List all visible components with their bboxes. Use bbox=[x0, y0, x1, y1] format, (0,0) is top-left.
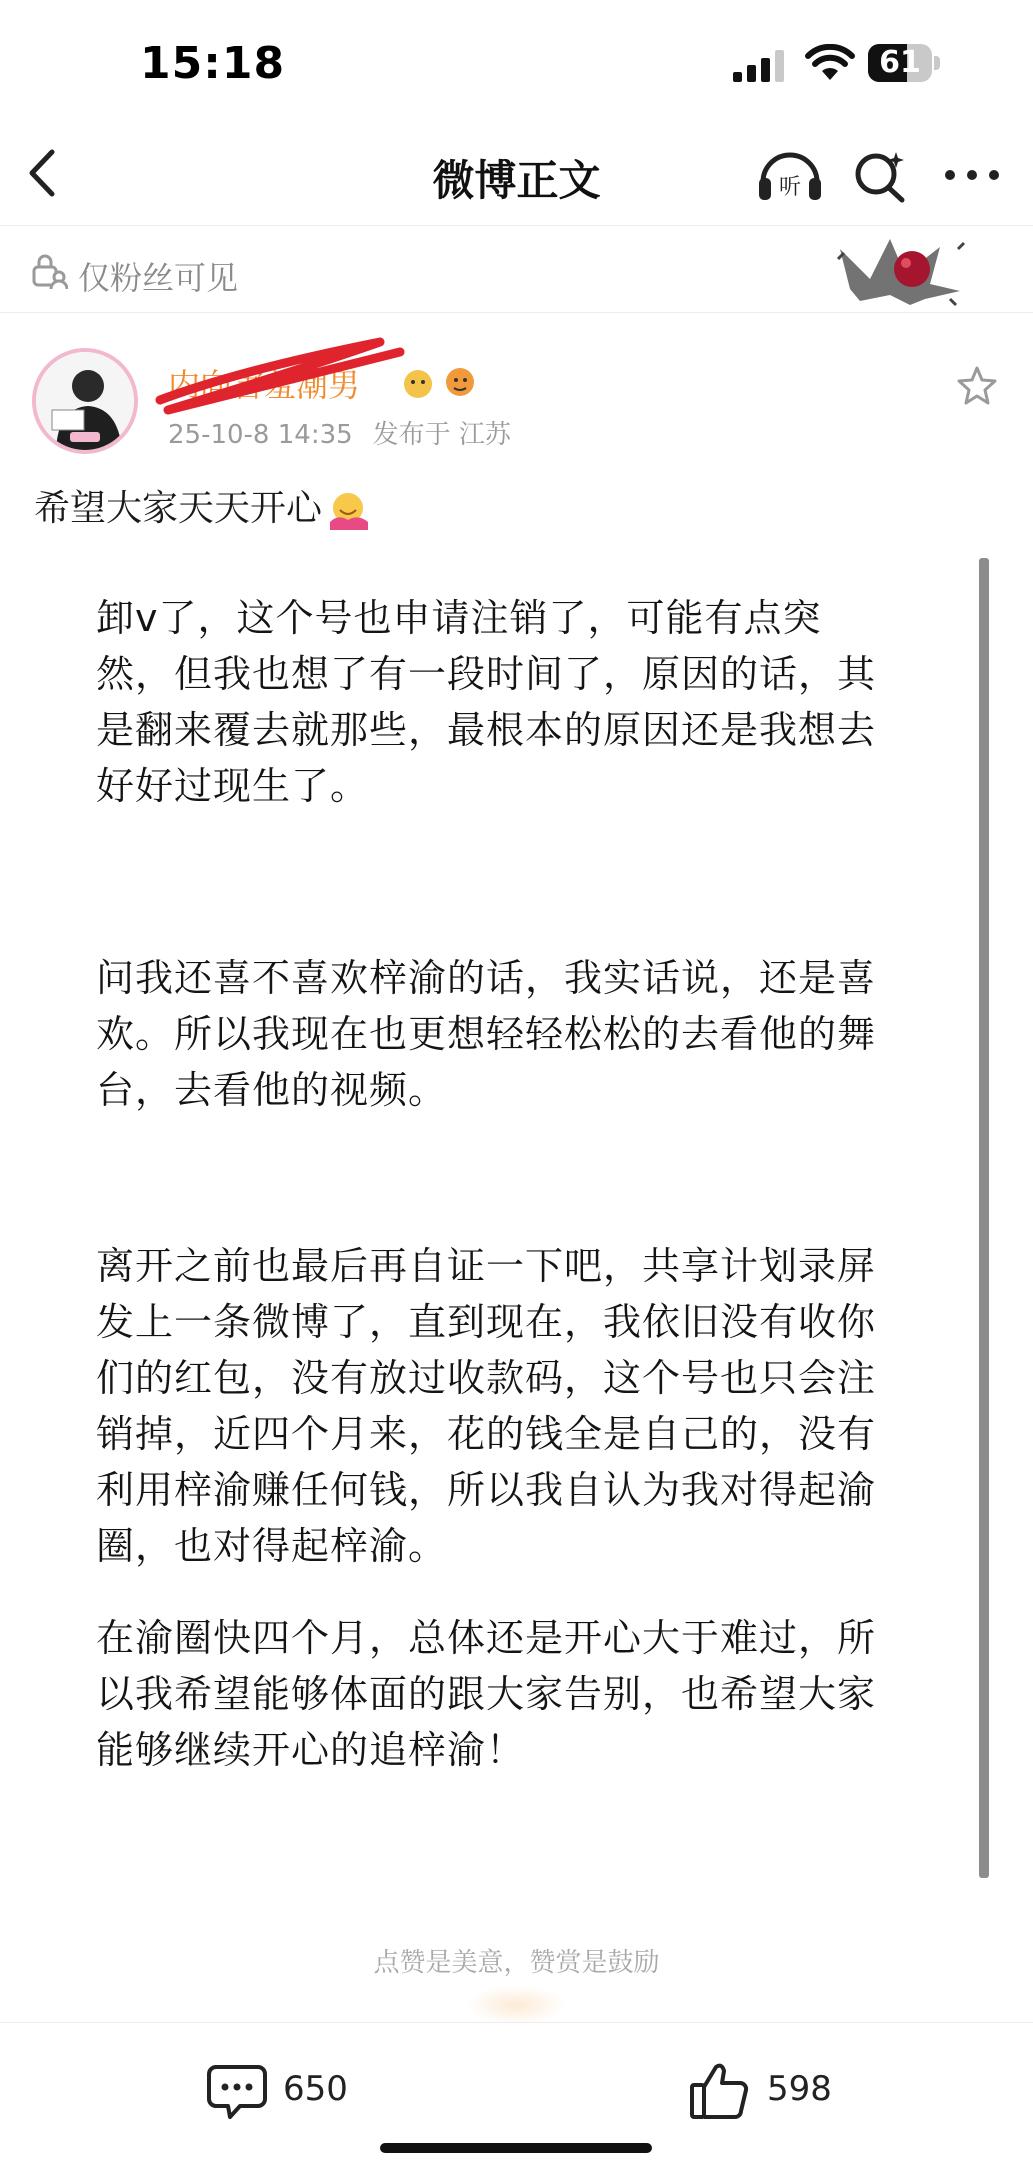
like-count[interactable]: 598 bbox=[767, 2069, 832, 2109]
appreciation-hint: 点赞是美意，赞赏是鼓励 bbox=[373, 1948, 660, 1978]
image-card[interactable] bbox=[0, 550, 1033, 1890]
page-title: 微博正文 bbox=[432, 156, 601, 205]
image-text-line: 离开之前也最后再自证一下吧，共享计划录屏 bbox=[96, 1244, 877, 1288]
post-text bbox=[34, 480, 372, 531]
battery-icon bbox=[868, 44, 940, 82]
listen-icon[interactable] bbox=[755, 148, 825, 204]
author-name[interactable]: 内向害羞潮男 bbox=[168, 366, 361, 404]
image-text-line: 圈，也对得起梓渝。 bbox=[96, 1524, 448, 1568]
post-text-content: 希望大家天天开心 bbox=[34, 488, 323, 529]
post-location: 发布于 江苏 bbox=[372, 420, 511, 450]
post-meta bbox=[168, 414, 511, 451]
signal-icon bbox=[733, 50, 789, 82]
image-text-line: 然，但我也想了有一段时间了，原因的话，其 bbox=[96, 652, 877, 696]
more-icon[interactable] bbox=[942, 160, 1002, 190]
image-text-line: 卸v了，这个号也申请注销了，可能有点突 bbox=[96, 596, 822, 640]
image-text-line: 在渝圈快四个月，总体还是开心大于难过，所 bbox=[96, 1616, 877, 1660]
image-text-line: 好好过现生了。 bbox=[96, 764, 370, 808]
image-text-line: 利用梓渝赚任何钱，所以我自认为我对得起渝 bbox=[96, 1468, 877, 1512]
image-text-line: 欢。所以我现在也更想轻轻松松的去看他的舞 bbox=[96, 1012, 877, 1056]
sticker-decoration bbox=[830, 229, 970, 309]
image-text-line: 能够继续开心的追梓渝！ bbox=[96, 1728, 526, 1772]
image-text-line: 是翻来覆去就那些，最根本的原因还是我想去 bbox=[96, 708, 877, 752]
avatar-image bbox=[36, 352, 134, 450]
status-time: 15:18 bbox=[140, 38, 286, 89]
image-text-line: 销掉，近四个月来，花的钱全是自己的，没有 bbox=[96, 1412, 877, 1456]
avatar[interactable] bbox=[32, 348, 138, 454]
listen-label: 听 bbox=[778, 175, 802, 200]
badge-icons bbox=[398, 362, 488, 402]
search-icon[interactable] bbox=[852, 148, 908, 204]
image-text-line: 问我还喜不喜欢梓渝的话，我实话说，还是喜 bbox=[96, 956, 877, 1000]
image-text-line: 台，去看他的视频。 bbox=[96, 1068, 448, 1112]
visibility-bar bbox=[0, 227, 1033, 313]
bottom-action-bar bbox=[0, 2022, 1033, 2161]
redaction-scribble bbox=[150, 330, 410, 420]
image-text-line: 们的红包，没有放过收款码，这个号也只会注 bbox=[96, 1356, 877, 1400]
battery-level: 61 bbox=[879, 45, 921, 80]
thumbs-up-icon[interactable] bbox=[688, 2059, 750, 2121]
comment-count[interactable]: 650 bbox=[283, 2069, 348, 2109]
nav-bar bbox=[0, 120, 1033, 226]
fans-only-label: 仅粉丝可见 bbox=[78, 259, 239, 297]
image-text-line: 以我希望能够体面的跟大家告别，也希望大家 bbox=[96, 1672, 877, 1716]
image-scrollbar bbox=[979, 558, 989, 1878]
home-indicator bbox=[380, 2143, 652, 2153]
lock-people-icon bbox=[30, 251, 68, 291]
comment-icon[interactable] bbox=[206, 2063, 268, 2121]
hint-glow bbox=[466, 1985, 566, 2025]
image-text-line: 发上一条微博了，直到现在，我依旧没有收你 bbox=[96, 1300, 877, 1344]
wifi-icon bbox=[805, 44, 855, 82]
star-icon[interactable] bbox=[955, 364, 999, 408]
post-date: 25-10-8 14:35 bbox=[168, 420, 353, 450]
status-bar bbox=[0, 0, 1033, 120]
hug-emoji-icon bbox=[328, 490, 372, 530]
